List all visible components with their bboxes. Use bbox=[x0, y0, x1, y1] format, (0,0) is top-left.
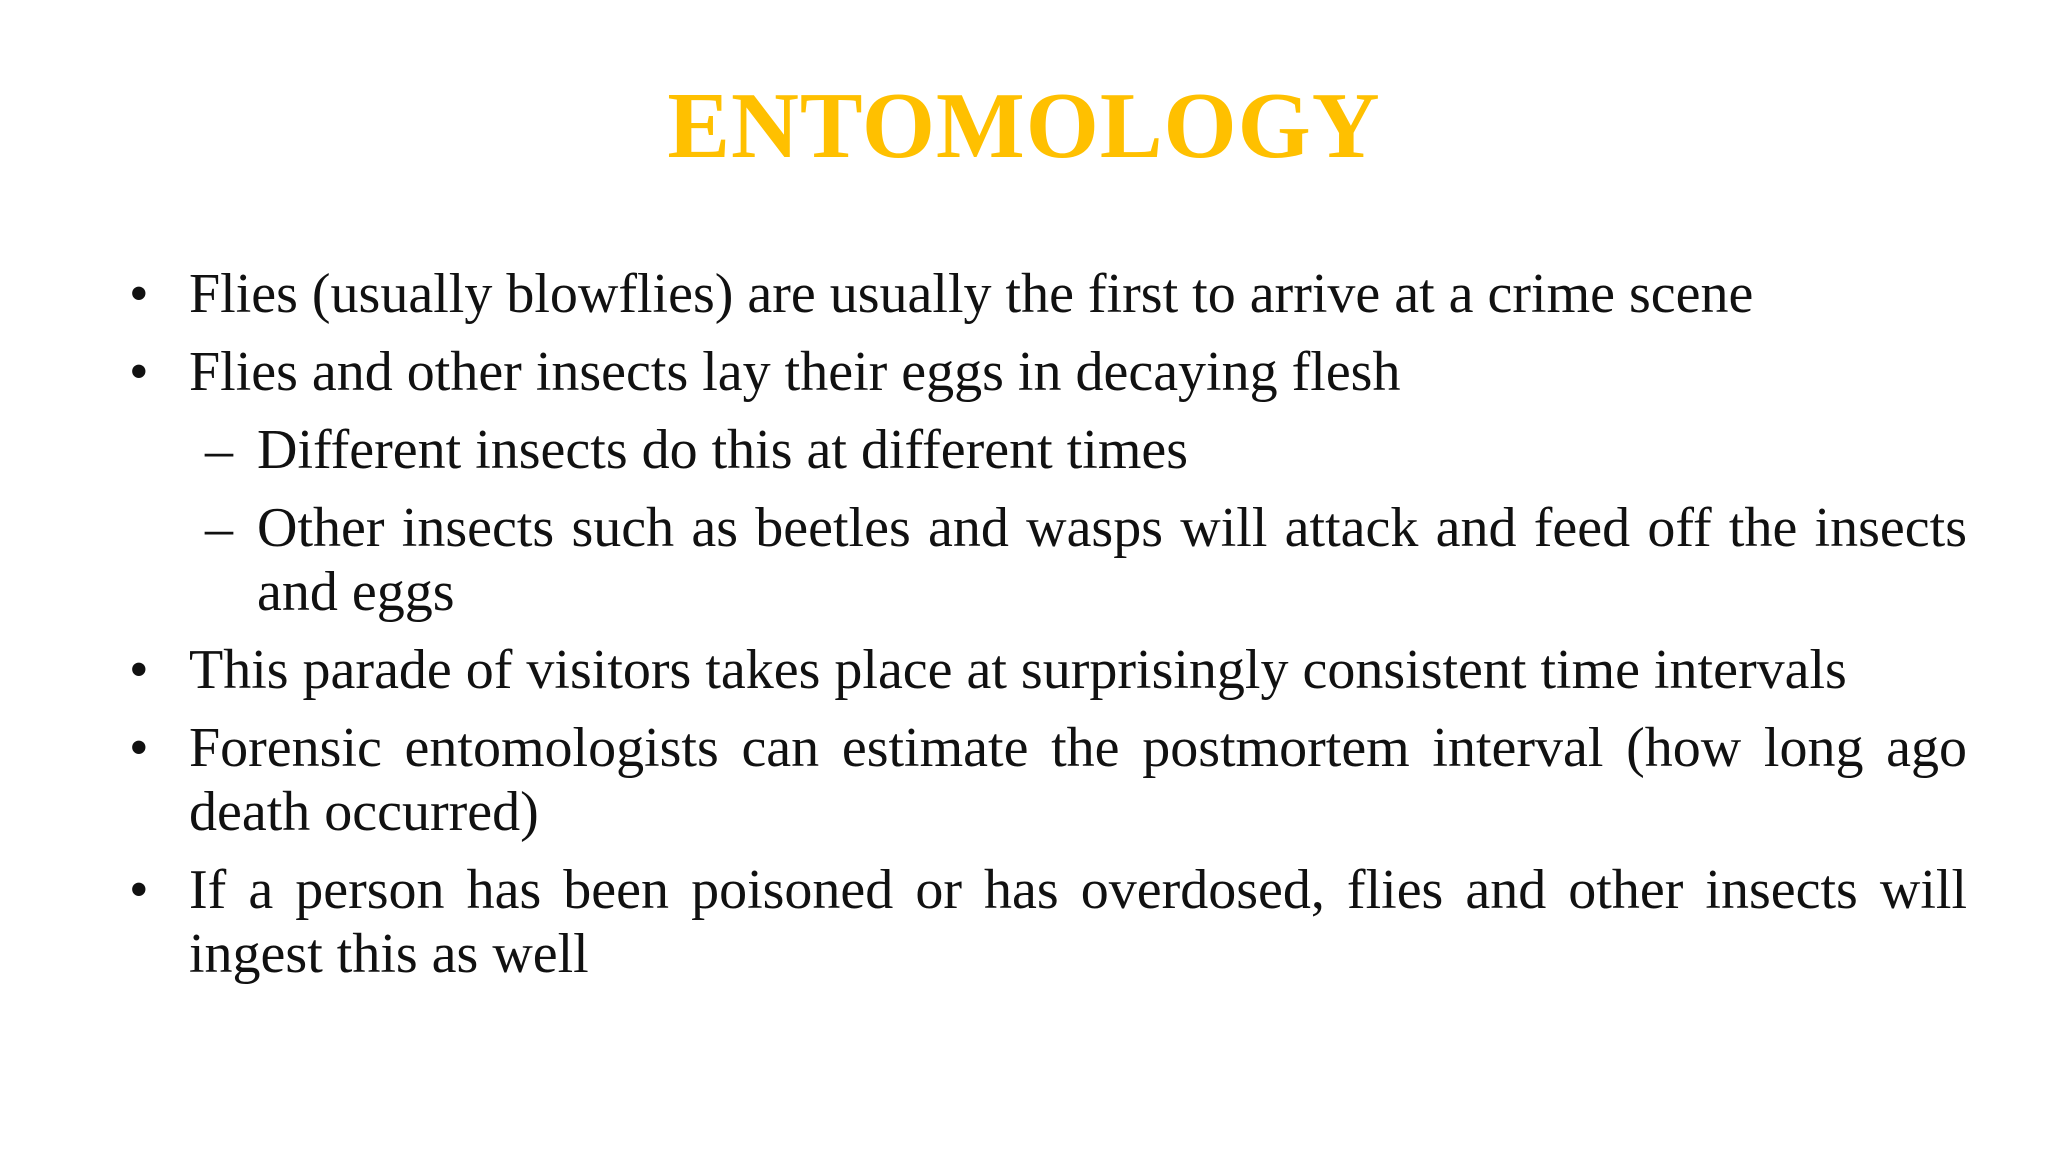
slide-title: ENTOMOLOGY bbox=[667, 74, 1381, 178]
sub-bullet-item bbox=[125, 418, 1967, 482]
bullet-item bbox=[125, 858, 1967, 986]
bullet-marker: • bbox=[129, 859, 149, 921]
sub-bullet-item bbox=[125, 496, 1967, 624]
bullet-item bbox=[125, 262, 1967, 326]
sub-bullet-text: Different insects do this at different times bbox=[257, 419, 1189, 481]
bullet-item bbox=[125, 340, 1967, 404]
sub-bullet-marker: – bbox=[205, 497, 233, 559]
sub-bullet-marker: – bbox=[205, 419, 233, 481]
bullet-item bbox=[125, 716, 1967, 844]
bullet-text: Flies (usually blowflies) are usually the first to arrive at a crime scene bbox=[189, 263, 1754, 325]
bullet-text: This parade of visitors takes place at surprisingly consistent time intervals bbox=[189, 639, 1847, 701]
bullet-marker: • bbox=[129, 717, 149, 779]
bullet-text: Forensic entomologists can estimate the postmortem interval (how long ago death occurred) bbox=[189, 717, 1967, 843]
bullet-text: Flies and other insects lay their eggs in decaying flesh bbox=[189, 341, 1401, 403]
bullet-item bbox=[125, 638, 1967, 702]
bullet-marker: • bbox=[129, 639, 149, 701]
bullet-list bbox=[125, 262, 1967, 1000]
sub-bullet-text: Other insects such as beetles and wasps will attack and feed off the insects and eggs bbox=[257, 497, 1967, 623]
bullet-text: If a person has been poisoned or has overdosed, flies and other insects will ingest this as well bbox=[189, 859, 1967, 985]
bullet-marker: • bbox=[129, 263, 149, 325]
bullet-marker: • bbox=[129, 341, 149, 403]
